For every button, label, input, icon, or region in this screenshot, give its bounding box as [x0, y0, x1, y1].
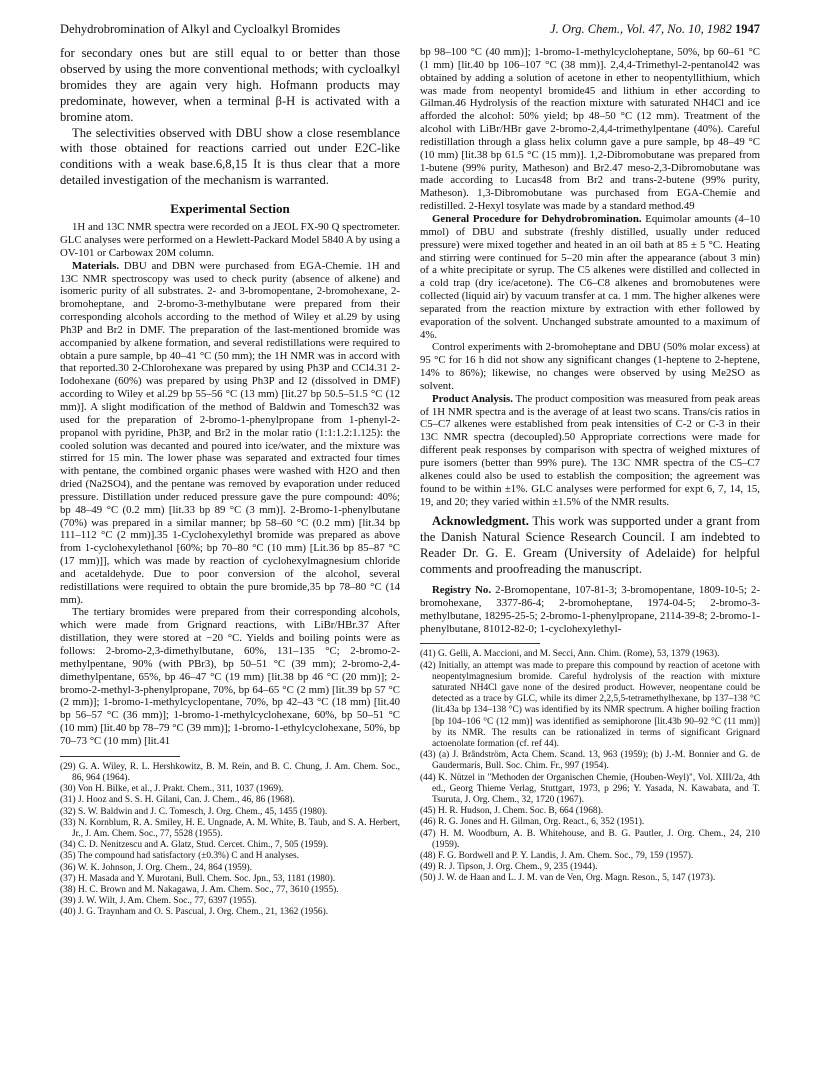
running-head-citation — [550, 22, 760, 37]
product-analysis-paragraph — [420, 393, 760, 509]
footnote-46: (46) R. G. Jones and H. Gilman, Org. React., 6, 352 (1951). — [420, 817, 645, 828]
footnote-rule — [420, 643, 540, 644]
footnote-36: (36) W. K. Johnson, J. Org. Chem., 24, 864 (1959). — [60, 862, 253, 873]
acknowledgment-text: This work was supported under a grant from the Danish Natural Science Research Council. I am indebted to Reader Dr. G. E. Gream (University of Adelaide) for helpful comments and proofreading the manuscript. — [420, 514, 760, 577]
footnotes-right — [420, 649, 760, 884]
footnote-38: (38) H. C. Brown and M. Nakagawa, J. Am. Chem. Soc., 77, 3610 (1955). — [60, 884, 339, 895]
footnote-39: (39) J. W. Wilt, J. Am. Chem. Soc., 77, 6397 (1955). — [60, 896, 257, 907]
materials-label: Materials. — [72, 259, 120, 272]
product-analysis-text: The product composition was measured from peak areas of 1H NMR spectra and is the average of at least two scans. Trans/cis ratios in C5–C7 alkenes were established from peak intensities of C-2 or C-3 in their 13C NMR spectra (decoupled).50 Appropriate corrections were made for different peak responses by comparison with spectra of weighed mixtures of pure isomers (better than 99% pure). The 13C NMR spectra of the C5–C7 alkenes could also be used to establish the composition; the agreement was found to be within ±1%. GLC analyses were performed for expt 6, 7, 14, 15, 19, and 20; they varied within ±1.5% of the NMR results. — [420, 392, 760, 508]
registry-paragraph — [420, 584, 760, 635]
footnote-47: (47) H. M. Woodburn, A. B. Whitehouse, and B. G. Pautler, J. Org. Chem., 24, 210 (1959). — [420, 828, 760, 850]
continuation-paragraph: bp 98–100 °C (40 mm)]; 1-bromo-1-methylcycloheptane, 50%, bp 60–61 °C (1 mm) [lit.40 bp 106–107 °C (38 mm)]. 2,4,4-Trimethyl-2-pentanol42 was obtained by adding a solution of acetone in ether to neopentyllithium, which was made from neopentyl bromide45 and lithium in ether according to Gilman.46 Hydrolysis of the reaction mixture with saturated NH4Cl and ice afforded the alcohol: 50% yield; bp 48–50 °C (12 mm). Treatment of the alcohol with LiBr/HBr gave 2-bromo-2,4,4-trimethylpentane (40%). Careful redistillation through a glass helix column gave a pure sample, bp 48–49 °C (10 mm) [lit.38 bp 61.5 °C (15 mm)]. 1,2-Dibromobutane was prepared from 1-butene (99% purity, Matheson) and Br2.47 meso-2,3-Dibromobutane was made according to Lucas48 from Br2 and trans-2-butene (99% purity, Matheson). 1,3-Dibromobutane was purchased from EGA-Chemie and redistilled. 2-Hexyl tosylate was made by a standard method.49 — [420, 46, 760, 213]
acknowledgment-paragraph — [420, 514, 760, 578]
running-head-title: Dehydrobromination of Alkyl and Cycloalkyl Bromides — [60, 22, 341, 36]
journal-volume: Vol. 47, — [626, 22, 665, 36]
general-procedure-text: Equimolar amounts (4–10 mmol) of DBU and substrate (freshly distilled, usually under reduced pressure) were mixed together and heated in an oil bath at 85 ± 5 °C. Heating and stirring were continued for 5–20 min after the appearance (about 3 min) of a white precipitate or syrup. The C5 alkenes were distilled and collected in a cold trap (dry ice/acetone). The C6–C8 alkenes and bromobutenes were collected (liquid air) by vacuum transfer at ca. 1 mm. The higher alkenes were separated from the reaction mixture by extraction with ether followed by evaporation of the solvent. Unchanged substrate amounted to a maximum of 4%. — [420, 212, 760, 341]
footnote-rule — [60, 756, 180, 757]
dbu-paragraph: The selectivities observed with DBU show a close resemblance with those obtained for reactions carried out under E2C-like conditions with a weak base.6,8,15 It is thus clear that a more detailed investigation of the mechanism is warranted. — [60, 125, 400, 188]
control-paragraph: Control experiments with 2-bromoheptane and DBU (50% molar excess) at 95 °C for 16 h did not show any significant changes (1-heptene to 2-heptene, 14% to 86%); likewise, no changes were observed by using Me2SO as solvent. — [420, 341, 760, 392]
page-number: 1947 — [735, 22, 760, 36]
footnote-42: (42) Initially, an attempt was made to prepare this compound by reaction of acetone with neopentylmagnesium bromide. Careful hydrolysis of the reaction with mixture saturated NH4Cl gave none of the desired product. However, neopentane could be detected as a trace by GLC, while its dimer 2,2,5,5-tetramethylhexane, bp 137–138 °C (lit.43a bp 134–138 °C) was identified by its NMR spectrum. A higher boiling fraction [bp 104–106 °C (12 mm)] was identified as semiphorone [lit.43b 90–92 °C (11 mm)] by its NMR. The results can be rationalized in terms of significant Grignard actoenolate formation (cf. ref 44). — [420, 660, 760, 749]
general-procedure-paragraph — [420, 213, 760, 341]
product-analysis-label: Product Analysis. — [432, 392, 513, 405]
instruments-paragraph: 1H and 13C NMR spectra were recorded on a JEOL FX-90 Q spectrometer. GLC analyses were performed on a Hewlett-Packard Model 5840 A by using a OV-101 or Carbowax 20M column. — [60, 221, 401, 259]
footnote-37: (37) H. Masada and Y. Murotani, Bull. Chem. Soc. Jpn., 53, 1181 (1980). — [60, 873, 336, 884]
footnote-40: (40) J. G. Traynham and O. S. Pascual, J. Org. Chem., 21, 1362 (1956). — [60, 907, 329, 918]
registry-label: Registry No. — [432, 584, 492, 596]
footnote-43: (43) (a) J. Brândström, Acta Chem. Scand. 13, 963 (1959); (b) J.-M. Bonnier and G. de Gaudermaris, Bull. Soc. Chim. Fr., 997 (1954). — [420, 750, 760, 772]
section-heading: Experimental Section — [170, 201, 290, 217]
footnote-48: (48) F. G. Bordwell and P. Y. Landis, J. Am. Chem. Soc., 79, 159 (1957). — [420, 851, 694, 862]
footnote-29: (29) G. A. Wiley, R. L. Hershkowitz, B. M. Rein, and B. C. Chung, J. Am. Chem. Soc., 86, 964 (1964). — [60, 761, 400, 783]
footnote-31: (31) J. Hooz and S. S. H. Gilani, Can. J. Chem., 46, 86 (1968). — [60, 795, 295, 806]
materials-paragraph — [60, 260, 400, 607]
materials-text: DBU and DBN were purchased from EGA-Chemie. 1H and 13C NMR spectroscopy was used to check purity (absence of alkene) and isomeric purity of all substrates. 2- and 3-bromopentane, 2-bromohexane, 2-bromoheptane, and 2-bromo-3-methylbutane were prepared from their corresponding alcohols according to the method of Wiley et al.29 by using Ph3P and Br2 in DMF. The preparation of the last-mentioned bromide was accompanied by alkene formation, and several redistillations were required to obtain a pure sample, bp 40–41 °C (50 mm); the 1H NMR was in accord with that reported.30 2-Chlorohexane was prepared by using Ph3P and CCl4.31 2-Iodohexane (60%) was prepared by using Ph3P and I2 (dissolved in DMF) according to Wiley et al.29 bp 55–56 °C (13 mm) [lit.27 bp 50.5–51.5 °C (12 mm)]. A slight modification of the method of Baldwin and Tomesch32 was used for the preparation of 2-bromo-1-phenylpropane from 1-phenyl-2-propanol with pyridine, Ph3P, and Br2 in the molar ratio (1:1:1.2:1.125): the cooled solution was decanted and poured into ice/water, and the mixture was stirred for 15 min. The lower phase was separated and extracted four times with pentane, the combined organic phases were washed with H2O and then dried (Na2SO4), and the pentane was removed by evaporation under reduced pressure. Distillation under reduced pressure gave the pure compound: 40%; bp 48–49 °C (0.2 mm) [lit.33 bp 89 °C (3 mm)]. 2-Bromo-1-phenylbutane (70%) was prepared in a similar manner; bp 58–60 °C (0.2 mm) [lit.34 bp 111–112 °C (2 mm)].35 1-Cyclohexylethyl bromide was prepared as above from 1-cyclohexylethanol [60%; bp 70–80 °C (10 mm) [Lit.36 bp 85–87 °C (17 mm)]], which was made by reaction of cyclohexylmagnesium chloride and acetaldehyde. Due to poor conversion of the alcohol, several redistillations were required to obtain the pure bromide,35 bp 78–80 °C (14 mm). — [60, 259, 400, 606]
registry-text: 2-Bromopentane, 107-81-3; 3-bromopentane, 1809-10-5; 2-bromohexane, 3377-86-4; 2-bromoheptane, 1974-04-5; 2-bromo-3-methylbutane, 18295-25-5; 2-bromo-1-phenylpropane, 2114-39-8; 2-bromo-1-phenylbutane, 81012-82-0; 1-cyclohexylethyl- — [420, 584, 761, 635]
right-column — [420, 46, 760, 885]
footnote-50: (50) J. W. de Haan and L. J. M. van de Ven, Org. Magn. Reson., 5, 147 (1973). — [420, 873, 716, 884]
running-head — [60, 22, 760, 37]
footnote-35: (35) The compound had satisfactory (±0.3%) C and H analyses. — [60, 851, 300, 862]
footnote-33: (33) N. Kornblum, R. A. Smiley, H. E. Ungnade, A. M. White, B. Taub, and S. A. Herbert, Jr., J. Am. Chem. Soc., 77, 5528 (1955). — [60, 817, 400, 839]
footnotes-left — [60, 762, 400, 919]
intro-paragraph: for secondary ones but are still equal to or better than those observed by using the more conventional methods; with cycloalkyl bromides they are again very high. Hofmann products may predominate, however, when a terminal β-H is activated with a bromine atom. — [60, 46, 400, 124]
acknowledgment-label: Acknowledgment. — [432, 514, 529, 529]
footnote-45: (45) H. R. Hudson, J. Chem. Soc. B, 664 (1968). — [420, 806, 604, 817]
footnote-49: (49) R. J. Tipson, J. Org. Chem., 9, 235 (1944). — [420, 862, 598, 873]
footnote-32: (32) S. W. Baldwin and J. C. Tomesch, J. Org. Chem., 45, 1455 (1980). — [60, 806, 328, 817]
general-procedure-label: General Procedure for Dehydrobromination. — [432, 212, 642, 225]
journal-name: J. Org. Chem., — [550, 22, 624, 36]
journal-issue: No. 10, 1982 — [667, 22, 732, 36]
left-column — [60, 46, 400, 919]
footnote-30: (30) Von H. Bilke, et al., J. Prakt. Chem., 311, 1037 (1969). — [60, 784, 284, 795]
footnote-44: (44) K. Nützel in "Methoden der Organischen Chemie, (Houben-Weyl)", Vol. XIII/2a, 4th ed., Georg Thieme Verlag, Stuttgart, 1973, p 296; Y. Yasada, N. Kawabata, and T. Tsuruta, J. Org. Chem., 32, 1720 (1967). — [420, 772, 760, 806]
footnote-41: (41) G. Gelli, A. Maccioni, and M. Secci, Ann. Chim. (Rome), 53, 1379 (1963). — [420, 649, 720, 660]
tertiary-paragraph: The tertiary bromides were prepared from their corresponding alcohols, which were made from Grignard reactions, with LiBr/HBr.37 After distillation, they were stored at −20 °C. Yields and boiling points were as follows: 2-bromo-2,3-dimethylbutane, 60%, 131–135 °C; 2-bromo-2-methylpentane, 90% (with PBr3), bp 50–51 °C (39 mm); 2-bromo-2,4-dimethylpentane, 65%, bp 46–47 °C (19 mm) [lit.38 bp 46 °C (20 mm)]; 2-bromo-2-methyl-3-phenylpropane, 70%, bp 64–65 °C (2 mm) [lit.39 bp 57 °C (2 mm)]; 1-bromo-1-methylcyclopentane, 70%, bp 42–43 °C (18 mm) [lit.40 bp 56–57 °C (36 mm)]; 1-bromo-1-methylcyclohexane, 60%, bp 50–51 °C (10 mm) [lit.40 bp 78–79 °C (39 mm)]; 1-bromo-1-ethylcyclohexane, 50%, bp 70–73 °C (10 mm) [lit.41 — [60, 606, 400, 747]
footnote-34: (34) C. D. Nenitzescu and A. Glatz, Stud. Cercet. Chim., 7, 505 (1959). — [60, 840, 329, 851]
